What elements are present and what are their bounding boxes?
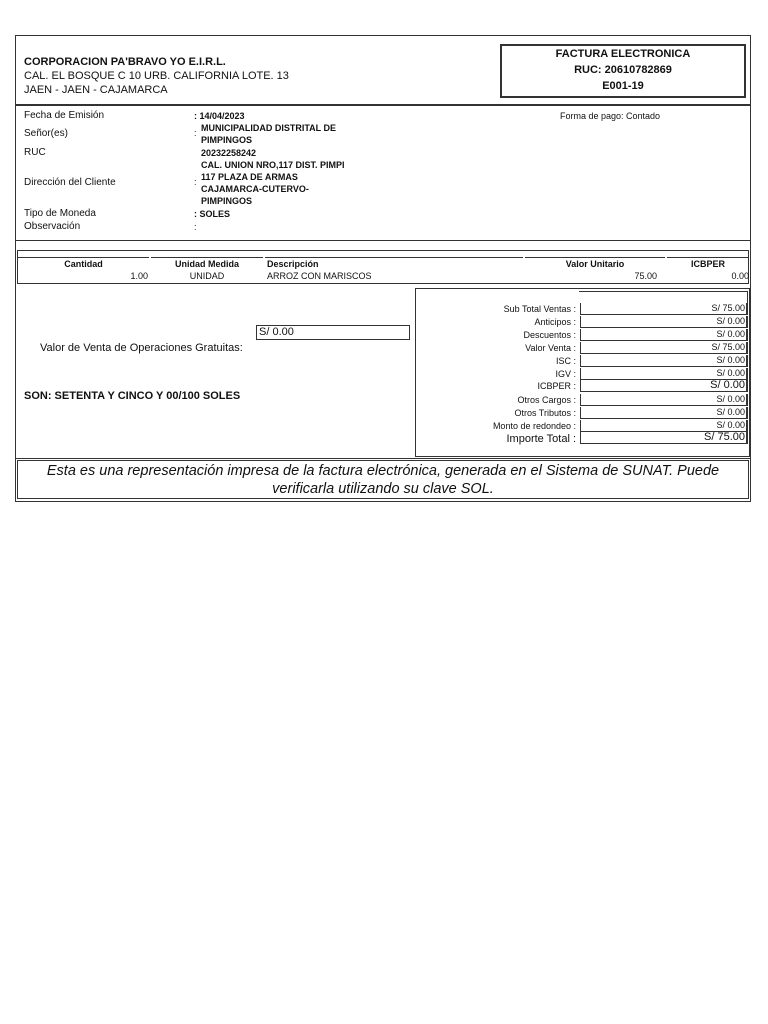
footer-note-box [17, 460, 749, 499]
header-divider [16, 104, 750, 106]
issuer-address-line2: JAEN - JAEN - CAJAMARCA [24, 84, 168, 96]
totals-value: S/ 0.00 [580, 420, 748, 432]
totals-value: S/ 0.00 [580, 316, 748, 328]
header-cantidad: Cantidad [64, 259, 103, 269]
invoice-type-title: FACTURA ELECTRONICA [555, 48, 691, 60]
totals-label: Descuentos : [523, 330, 576, 340]
footer-note-line2: verificarla utilizando su clave SOL. [272, 481, 494, 497]
invoice-number: E001-19 [602, 80, 644, 92]
totals-value: S/ 0.00 [580, 394, 748, 406]
row-descripcion: ARROZ CON MARISCOS [267, 271, 372, 281]
col-rule-valor [525, 257, 665, 258]
items-table [17, 250, 749, 284]
footer-note-line1: Esta es una representación impresa de la factura electrónica, generada en el Sistema de SUNAT. Puede [46, 463, 720, 479]
header-descripcion: Descripción [267, 259, 319, 269]
address-line0: CAL. UNION NRO,117 DIST. PIMPI [201, 160, 345, 170]
direccion-value-line2: CAJAMARCA-CUTERVO- [201, 184, 309, 194]
row-unidad: UNIDAD [189, 271, 225, 281]
gratuitas-label: Valor de Venta de Operaciones Gratuitas: [40, 342, 243, 354]
senor-colon: : [194, 128, 197, 138]
senor-value-line2: PIMPINGOS [201, 135, 253, 145]
moneda-label: Tipo de Moneda [24, 208, 96, 219]
totals-label: Importe Total : [506, 433, 576, 445]
col-rule-icbper [667, 257, 749, 258]
client-divider [16, 240, 750, 241]
ruc-label: RUC [24, 147, 46, 158]
senor-label: Señor(es) [24, 128, 68, 139]
totals-value: S/ 75.00 [580, 303, 748, 315]
totals-value: S/ 0.00 [580, 368, 748, 380]
totals-value: S/ 0.00 [580, 355, 748, 367]
totals-label: Valor Venta : [525, 343, 576, 353]
totals-divider [16, 458, 750, 459]
invoice-id-box [500, 44, 746, 98]
forma-pago: Forma de pago: Contado [560, 111, 661, 121]
totals-label: Monto de redondeo : [492, 421, 576, 431]
ruc-value: 20232258242 [201, 148, 257, 158]
row-icbper: 0.00 [731, 271, 749, 281]
totals-label: Sub Total Ventas : [503, 304, 576, 314]
totals-value: S/ 75.00 [580, 342, 748, 354]
header-valor-unitario: Valor Unitario [565, 259, 625, 269]
direccion-label: Dirección del Cliente [24, 177, 116, 188]
totals-label: ISC : [555, 356, 576, 366]
col-rule-cantidad [18, 257, 149, 258]
header-icbper: ICBPER [690, 259, 725, 269]
gratuitas-value: S/ 0.00 [256, 325, 410, 340]
row-cantidad: 1.00 [130, 271, 148, 281]
totals-label: Otros Cargos : [517, 395, 576, 405]
totals-label: ICBPER : [537, 381, 576, 391]
totals-label: Otros Tributos : [514, 408, 576, 418]
issuer-name: CORPORACION PA'BRAVO YO E.I.R.L. [24, 56, 226, 68]
observacion-value: : [194, 222, 197, 232]
totals-label: IGV : [555, 369, 576, 379]
row-valor-unitario: 75.00 [634, 271, 657, 281]
issuer-address-line1: CAL. EL BOSQUE C 10 URB. CALIFORNIA LOTE. 13 [24, 70, 289, 82]
direccion-value-line1: 117 PLAZA DE ARMAS [201, 172, 298, 182]
totals-value: S/ 0.00 [580, 329, 748, 341]
invoice-ruc: RUC: 20610782869 [574, 64, 672, 76]
invoice-document [15, 35, 751, 502]
col-rule-descripcion [265, 257, 523, 258]
amount-in-words: SON: SETENTA Y CINCO Y 00/100 SOLES [24, 390, 241, 402]
direccion-colon: : [194, 177, 197, 187]
header-unidad: Unidad Medida [174, 259, 239, 269]
fecha-value: : 14/04/2023 [194, 111, 245, 121]
col-rule-unidad [151, 257, 263, 258]
totals-label: Anticipos : [534, 317, 576, 327]
senor-value-line1: MUNICIPALIDAD DISTRITAL DE [201, 123, 336, 133]
totals-value: S/ 0.00 [580, 407, 748, 419]
fecha-label: Fecha de Emisión [24, 110, 105, 121]
totals-top-rule [579, 291, 747, 292]
moneda-value: : SOLES [194, 209, 231, 219]
direccion-value-line3: PIMPINGOS [201, 196, 253, 206]
totals-value: S/ 0.00 [580, 380, 748, 392]
totals-value: S/ 75.00 [580, 432, 748, 444]
observacion-label: Observación [24, 221, 81, 232]
totals-tick [747, 291, 748, 303]
